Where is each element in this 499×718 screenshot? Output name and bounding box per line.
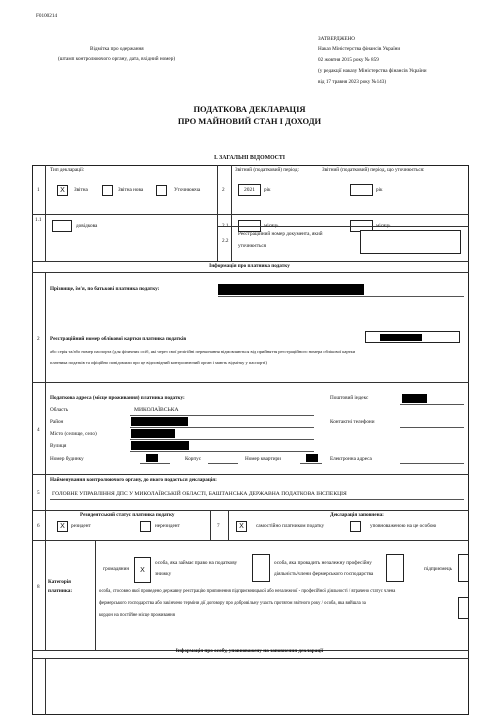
self-filled-checkbox[interactable]: X	[236, 521, 247, 532]
entrepreneur-label: підприємець	[424, 566, 452, 572]
resident-checkbox[interactable]: X	[57, 521, 68, 532]
form-code: F0100214	[36, 13, 58, 19]
approval-line: від 17 травня 2023 року №143)	[318, 79, 387, 85]
category-note: фермерського господарства або закінчено терміни дії договору про добровільну участь протягом звітного року / особа, яка вийшла за	[99, 601, 366, 606]
corrected-year-field[interactable]	[350, 184, 373, 196]
nonresident-checkbox[interactable]	[140, 521, 151, 532]
filled-title: Декларація заповнена:	[330, 512, 384, 518]
month-label: місяць	[264, 223, 279, 229]
resident-label: резидент	[71, 523, 91, 529]
rayon-label: Район	[50, 419, 64, 425]
category-label: Категорія	[48, 579, 71, 585]
redacted-postal	[402, 394, 427, 403]
apt-label: Номер квартири	[245, 456, 281, 462]
citizen-label: громадянин	[103, 566, 130, 572]
email-label: Електронна адреса	[330, 456, 372, 462]
address-title: Податкова адреса (місце проживання) платника податку:	[50, 395, 185, 401]
approval-line: (у редакції наказу Міністерства фінансів України	[318, 68, 427, 74]
tax-id-note: платника податків та офіційно повідомили про це відповідний контролюючий орган і мають відмітку у паспорті)	[50, 360, 267, 365]
phone-label: Контактні телефони	[330, 419, 375, 425]
redacted-tax-id	[380, 334, 422, 341]
approval-line: 02 жовтня 2015 року № 859	[318, 57, 379, 63]
utochnyuyucha-label: Уточнююча	[174, 187, 201, 193]
category-note: кордон на постійне місце проживання	[99, 613, 175, 618]
independent-label: особа, яка провадить незалежну професійну	[274, 560, 372, 566]
row-number: 1.1	[35, 217, 42, 223]
zvitna-nova-label: Звітна нова	[118, 187, 144, 193]
category-label-2: платника:	[48, 588, 73, 594]
tax-discount-label: особа, яка займає право на податкову	[155, 560, 238, 566]
tax-discount-label-2: знижку	[155, 571, 172, 577]
stamp-title: Відмітка про одержання	[90, 46, 144, 52]
row-number: 2	[222, 187, 225, 193]
house-label: Номер будинку	[50, 456, 84, 462]
authorized-checkbox[interactable]	[350, 521, 361, 532]
row-number: 1	[37, 187, 40, 193]
stamp-note: (штамп контролюючого органу, дата, вхідний номер)	[58, 56, 176, 62]
row-number: 8	[37, 584, 40, 590]
name-label: Прізвище, ім'я, по батькові платника податку:	[50, 286, 160, 292]
decl-type-label: Тип декларації:	[50, 167, 85, 173]
row-number: 4	[37, 427, 40, 433]
korpus-label: Корпус	[185, 456, 202, 462]
page-title: ПОДАТКОВА ДЕКЛАРАЦІЯ	[193, 104, 306, 114]
redacted-name	[218, 284, 364, 295]
year-suffix: рік	[264, 187, 271, 193]
entrepreneur-checkbox[interactable]	[458, 554, 469, 582]
zvitna-label: Звітна	[74, 187, 88, 193]
row-number: 2	[37, 336, 40, 342]
tax-id-note: або серія та/або номер паспорта (для фізичних осіб, які через свої релігійні переконання відмовляються від прийняття реєстраційного номера облікової картки	[50, 349, 356, 354]
reg-number-label-2: уточнюється	[238, 243, 267, 249]
org-title: Найменування контролюючого органу, до якого подається декларація:	[50, 477, 217, 483]
page-subtitle: ПРО МАЙНОВИЙ СТАН І ДОХОДИ	[177, 116, 322, 126]
terminated-checkbox[interactable]	[458, 597, 469, 619]
reg-number-label: Реєстраційний номер документа, який	[238, 231, 323, 237]
oblast-value: МИКОЛАЇВСЬКА	[134, 407, 179, 413]
citizen-checkbox[interactable]: X	[134, 557, 151, 583]
approval-line: Наказ Міністерства фінансів України	[318, 46, 401, 52]
street-label: Вулиця	[50, 443, 67, 449]
self-filled-label: самостійно платником податку	[256, 523, 325, 529]
redacted-apt	[306, 454, 318, 462]
category-note: особа, стосовно якої проведено державну реєстрацію припинення підприємницької або незалежної - професійної діяльності / втрачено статус члена	[99, 589, 396, 594]
row-number: 6	[37, 523, 40, 529]
dovidkova-checkbox[interactable]	[52, 220, 72, 232]
redacted-street	[131, 441, 189, 450]
reg-number-field[interactable]	[360, 230, 461, 254]
postal-label: Поштовий індекс	[330, 395, 369, 401]
independent-checkbox[interactable]	[386, 554, 404, 582]
resident-title: Резидентський статус платника податку	[80, 512, 175, 518]
row-number: 2.2	[222, 238, 229, 244]
row-number: 5	[37, 490, 40, 496]
zvitna-nova-checkbox[interactable]	[102, 185, 113, 196]
nonresident-label: нерезидент	[155, 523, 180, 529]
period-label: Звітний (податковий) період:	[235, 167, 299, 173]
row-number: 2.1	[222, 223, 229, 229]
section-title: І. ЗАГАЛЬНІ ВІДОМОСТІ	[214, 155, 285, 161]
payer-info-title: Інформація про платника податку	[209, 263, 290, 269]
row-number: 7	[217, 523, 220, 529]
dovidkova-label: довідкова	[76, 223, 98, 229]
authorized-info-title: Інформація про особу, уповноважену на заповнення декларації	[175, 648, 324, 654]
corrected-year-suffix: рік	[376, 187, 383, 193]
tax-discount-checkbox[interactable]	[252, 554, 270, 582]
independent-label-2: діяльність/члени фермерського господарства	[274, 571, 374, 577]
utochnyuyucha-checkbox[interactable]	[156, 185, 167, 196]
authorized-label: уповноваженою на це особою	[370, 523, 437, 529]
year-field[interactable]: 2021	[238, 184, 261, 196]
zvitna-checkbox[interactable]: X	[57, 185, 68, 196]
oblast-label: Область	[50, 407, 69, 413]
redacted-rayon	[131, 417, 188, 426]
month-label: місяць	[376, 223, 391, 229]
redacted-house	[146, 454, 158, 462]
redacted-city	[131, 429, 175, 438]
city-label: Місто (селище, село)	[50, 431, 97, 437]
tax-id-label: Реєстраційний номер облікової картки платника податків	[50, 336, 187, 342]
corrected-period-label: Звітний (податковий) період, що уточнюється:	[322, 167, 425, 173]
approval-header: ЗАТВЕРДЖЕНО	[318, 36, 356, 42]
org-value: ГОЛОВНЕ УПРАВЛІННЯ ДПС У МИКОЛАЇВСЬКІЙ ОБЛАСТІ, БАШТАНСЬКА ДЕРЖАВНА ПОДАТКОВА ІНСПЕКЦІЯ	[52, 491, 347, 497]
